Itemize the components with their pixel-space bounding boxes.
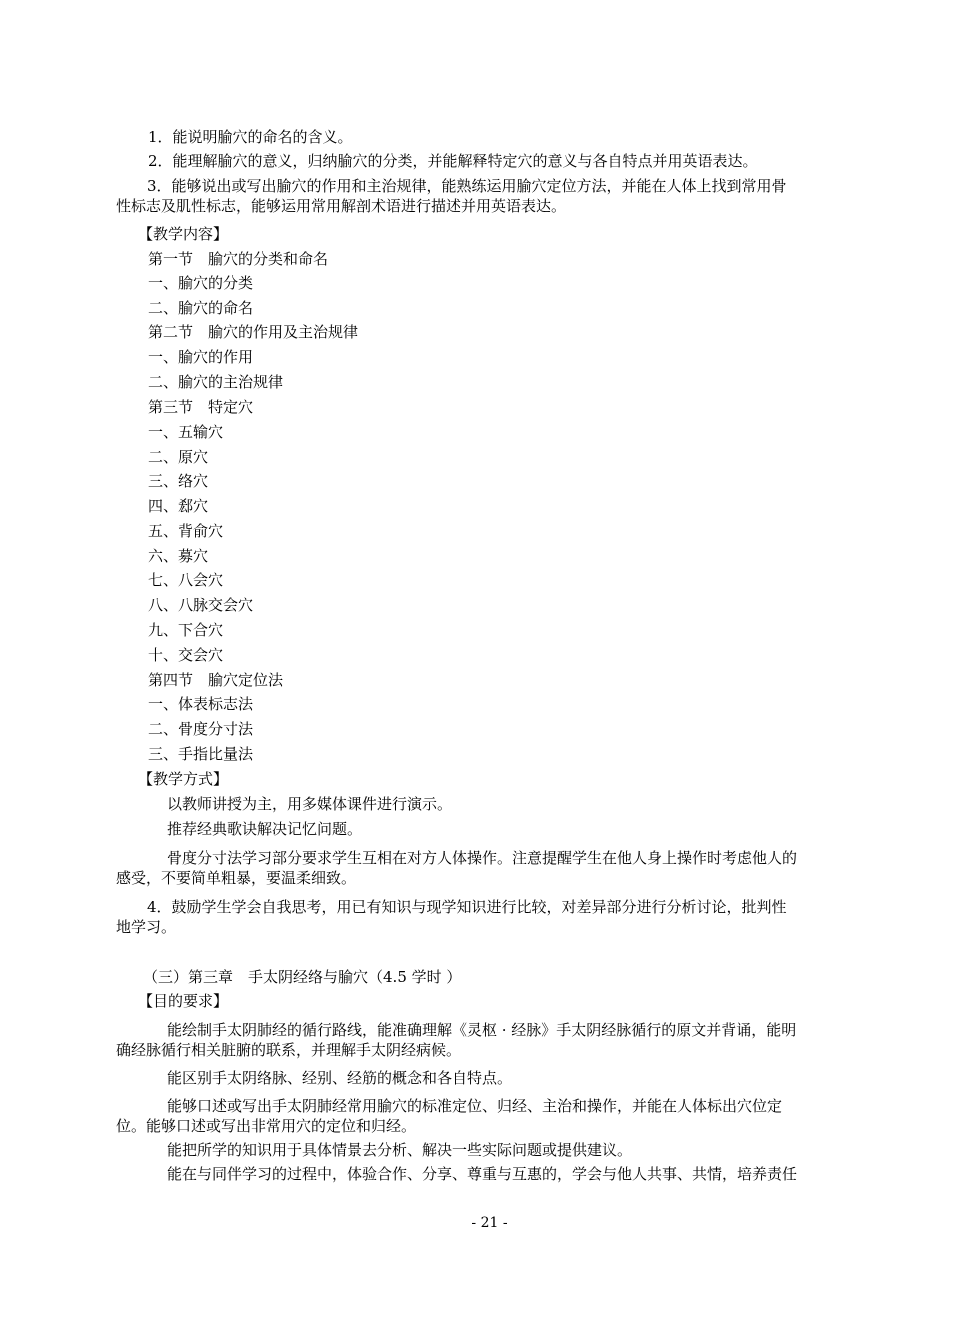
objective-2: 2．能理解腧穴的意义，归纳腧穴的分类，并能解释特定穴的意义与各自特点并用英语表达。 <box>148 152 758 170</box>
objective-3 <box>116 176 876 216</box>
content-item: 一、体表标志法 <box>148 695 254 713</box>
aim-paragraph-1-line-1: 能绘制手太阴肺经的循行路线，能准确理解《灵枢 · 经脉》手太阴经脉循行的原文并背诵，能明 <box>167 1021 797 1039</box>
content-item: 四、郄穴 <box>148 497 209 515</box>
method-line-2: 推荐经典歌诀解决记忆问题。 <box>167 820 363 838</box>
method-paragraph-4-line-2: 地学习。 <box>116 918 177 936</box>
content-item: 三、手指比量法 <box>148 745 254 763</box>
aim-line-2: 能区别手太阴络脉、经别、经筋的概念和各自特点。 <box>167 1069 513 1087</box>
content-item: 第一节 腧穴的分类和命名 <box>148 250 329 268</box>
method-line-1: 以教师讲授为主，用多媒体课件进行演示。 <box>167 795 453 813</box>
objective-3-line-1: 3．能够说出或写出腧穴的作用和主治规律，能熟练运用腧穴定位方法，并能在人体上找到常用骨 <box>147 177 787 195</box>
chapter-heading: （三）第三章 手太阴经络与腧穴（4.5 学时 ） <box>143 968 462 986</box>
content-item: 六、募穴 <box>148 547 209 565</box>
method-paragraph-3-line-1: 骨度分寸法学习部分要求学生互相在对方人体操作。注意提醒学生在他人身上操作时考虑他人的 <box>167 849 798 867</box>
objective-3-line-2: 性标志及肌性标志，能够运用常用解剖术语进行描述并用英语表达。 <box>116 197 567 215</box>
content-item: 二、原穴 <box>148 448 209 466</box>
method-paragraph-3-line-2: 感受，不要简单粗暴，要温柔细致。 <box>116 869 357 887</box>
content-item: 二、腧穴的主治规律 <box>148 373 284 391</box>
content-item: 十、交会穴 <box>148 646 224 664</box>
aim-paragraph-1 <box>116 1020 876 1060</box>
content-item: 一、腧穴的分类 <box>148 274 254 292</box>
content-item: 二、骨度分寸法 <box>148 720 254 738</box>
content-item: 第三节 特定穴 <box>148 398 254 416</box>
method-paragraph-4-line-1: 4．鼓励学生学会自我思考，用已有知识与现学知识进行比较，对差异部分进行分析讨论，批判性 <box>147 898 787 916</box>
aim-paragraph-3-line-2: 位。能够口述或写出非常用穴的定位和归经。 <box>116 1117 417 1135</box>
content-item: 二、腧穴的命名 <box>148 299 254 317</box>
method-paragraph-3 <box>116 848 876 888</box>
page-number: - 21 - <box>471 1215 508 1231</box>
method-paragraph-4 <box>116 897 876 937</box>
content-item: 五、背俞穴 <box>148 522 224 540</box>
objective-1: 1．能说明腧穴的命名的含义。 <box>148 128 353 146</box>
aim-paragraph-3-line-1: 能够口述或写出手太阴肺经常用腧穴的标准定位、归经、主治和操作，并能在人体标出穴位定 <box>167 1097 783 1115</box>
content-item: 第二节 腧穴的作用及主治规律 <box>148 323 359 341</box>
aim-paragraph-3 <box>116 1096 876 1136</box>
aim-heading: 【目的要求】 <box>138 992 229 1010</box>
aim-line-4: 能把所学的知识用于具体情景去分析、解决一些实际问题或提供建议。 <box>167 1141 633 1159</box>
content-item: 一、五输穴 <box>148 423 224 441</box>
method-heading: 【教学方式】 <box>138 770 229 788</box>
content-item: 第四节 腧穴定位法 <box>148 671 284 689</box>
content-item: 三、络穴 <box>148 472 209 490</box>
content-item: 九、下合穴 <box>148 621 224 639</box>
content-item: 八、八脉交会穴 <box>148 596 254 614</box>
aim-paragraph-1-line-2: 确经脉循行相关脏腑的联系，并理解手太阴经病候。 <box>116 1041 462 1059</box>
aim-line-5: 能在与同伴学习的过程中，体验合作、分享、尊重与互惠的，学会与他人共事、共情，培养责任 <box>167 1165 798 1183</box>
content-item: 七、八会穴 <box>148 571 224 589</box>
content-heading: 【教学内容】 <box>138 225 229 243</box>
content-item: 一、腧穴的作用 <box>148 348 254 366</box>
